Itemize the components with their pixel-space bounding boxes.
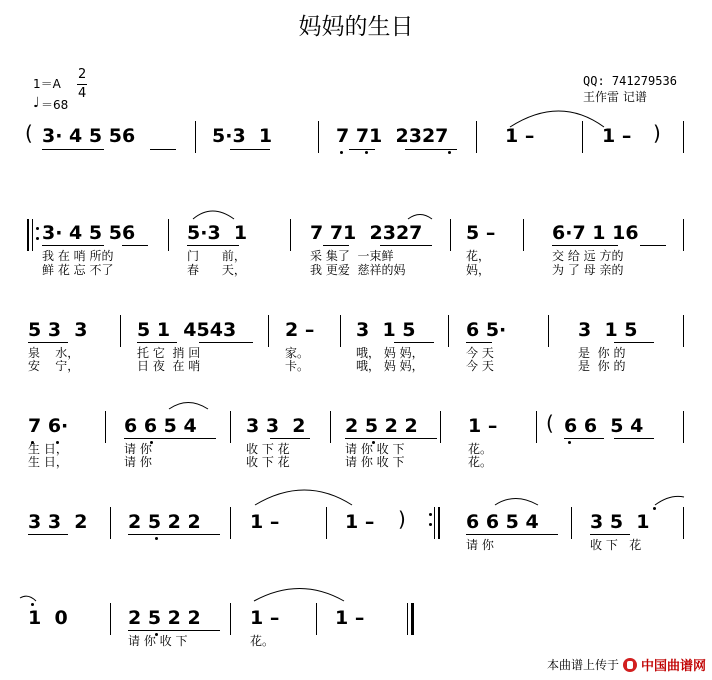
lyric-line-2: 日 夜 在 哨 xyxy=(137,359,201,373)
lyric-line-2: 今 天 xyxy=(466,359,494,373)
close-paren: ) xyxy=(398,507,406,531)
close-paren: ) xyxy=(653,121,661,145)
lyric-line-1: 我 在 哨 所的 xyxy=(42,249,114,263)
measure-notes: 6·7 1 16 xyxy=(552,222,639,244)
lyric-line-2: 妈， xyxy=(466,263,491,277)
measure-notes: 3 1 5 xyxy=(578,319,638,341)
qq-number: QQ: 741279536 xyxy=(583,74,677,88)
tie-slur xyxy=(408,215,432,220)
open-paren: ( xyxy=(546,411,554,435)
lyric-line-2: 鲜 花 忘 不了 xyxy=(42,263,114,277)
measure-notes: 1 – xyxy=(335,607,365,629)
lyric-line-2: 安 宁， xyxy=(28,359,80,373)
lyric-line-1: 门 前， xyxy=(187,249,246,263)
open-paren: ( xyxy=(25,121,33,145)
lyric-line-1: 家。 xyxy=(285,346,310,360)
measure-notes: 1 0 xyxy=(28,607,68,629)
measure-notes: 1 – xyxy=(250,511,280,533)
measure-notes: 6 6 5 4 xyxy=(466,511,539,533)
measure-notes: 2 5 2 2 xyxy=(345,415,418,437)
lyric-line-1: 托 它 捎 回 xyxy=(137,346,201,360)
measure-notes: 7 71 2327 xyxy=(336,125,449,147)
lyric-line-2: 收 下 花 xyxy=(246,455,290,469)
measure-notes: 1 – xyxy=(505,125,535,147)
measure-notes: 6 6 5 4 xyxy=(564,415,644,437)
measure-notes: 3 5 1 xyxy=(590,511,650,533)
lyric-line-1: 收 下 花 xyxy=(246,442,290,456)
transcriber-credit: 王作雷 记谱 xyxy=(583,90,647,104)
lyric-line-1: 采 集了 一束鲜 xyxy=(310,249,394,263)
tie-slur xyxy=(510,111,604,127)
lyric-line-1: 是 你 的 xyxy=(578,346,626,360)
tie-slur xyxy=(169,403,208,410)
lyric-line-1: 今 天 xyxy=(466,346,494,360)
measure-notes: 5·3 1 xyxy=(212,125,273,147)
measure-notes: 3 1 5 xyxy=(356,319,416,341)
measure-notes: 1 – xyxy=(602,125,632,147)
lyric-line-1: 哦， 妈 妈， xyxy=(356,346,424,360)
lyric-line-1: 收 下 花 xyxy=(590,538,642,552)
measure-notes: 2 5 2 2 xyxy=(128,607,201,629)
lyric-line-1: 生 日， xyxy=(28,442,68,456)
measure-notes: 6 5· xyxy=(466,319,507,341)
page-title: 妈妈的生日 xyxy=(298,14,414,40)
tie-slur xyxy=(193,211,234,219)
measure-notes: 7 71 2327 xyxy=(310,222,423,244)
tie-slur xyxy=(255,490,352,505)
measure-notes: 5 – xyxy=(466,222,496,244)
measure-notes: 5 1 4543 xyxy=(137,319,237,341)
measure-notes: 1 – xyxy=(250,607,280,629)
lyric-line-2: 生 日， xyxy=(28,455,68,469)
site-name: 中国曲谱网 xyxy=(640,659,706,674)
measure-notes: 3 3 2 xyxy=(28,511,88,533)
lyric-line-1: 请 你 收 下 xyxy=(345,442,405,456)
lyric-line-2: 春 天， xyxy=(187,263,246,277)
quarter-note-icon: ♩ xyxy=(33,95,40,111)
lyric-line-2: 为 了 母 亲的 xyxy=(552,263,624,277)
measure-notes: 5 3 3 xyxy=(28,319,88,341)
upload-text: 本曲谱上传于 xyxy=(546,658,619,672)
tie-slur xyxy=(20,596,36,601)
measure-notes: 2 – xyxy=(285,319,315,341)
lyric-line-2: 请 你 收 下 xyxy=(345,455,405,469)
lyric-line-1: 交 给 远 方的 xyxy=(552,249,624,263)
lyric-line-1: 花。 xyxy=(250,634,275,648)
tie-slur xyxy=(655,496,684,505)
lyric-line-2: 我 更爱 慈祥的妈 xyxy=(310,263,406,277)
lyric-line-1: 请 你 xyxy=(124,442,152,456)
measure-notes: 3 3 2 xyxy=(246,415,306,437)
measure-notes: 5·3 1 xyxy=(187,222,248,244)
measure-notes: 6 6 5 4 xyxy=(124,415,197,437)
measure-notes: 1 – xyxy=(468,415,498,437)
measure-notes: 1 – xyxy=(345,511,375,533)
lyric-line-1: 花。 xyxy=(468,442,493,456)
key-signature: 1＝A xyxy=(33,77,61,91)
time-signature-top: 2 xyxy=(78,67,87,82)
lyric-line-1: 请 你 xyxy=(466,538,494,552)
footer-watermark xyxy=(547,655,706,674)
measure-notes: 3· 4 5 56 xyxy=(42,125,136,147)
tie-slur xyxy=(254,589,344,602)
tie-slur xyxy=(495,499,538,506)
time-signature-bottom: 4 xyxy=(78,86,87,101)
lyric-line-2: 请 你 xyxy=(124,455,152,469)
measure-notes: 3· 4 5 56 xyxy=(42,222,136,244)
lyric-line-2: 是 你 的 xyxy=(578,359,626,373)
measure-notes: 7 6· xyxy=(28,415,69,437)
tempo-marking: ＝68 xyxy=(41,98,69,112)
lyric-line-2: 花。 xyxy=(468,455,493,469)
measure-notes: 2 5 2 2 xyxy=(128,511,201,533)
lyric-line-2: 哦， 妈 妈， xyxy=(356,359,424,373)
lyric-line-1: 泉 水， xyxy=(28,346,80,360)
lyric-line-1: 花， xyxy=(466,249,491,263)
lyric-line-1: 请 你 收 下 xyxy=(128,634,188,648)
site-logo-icon xyxy=(623,658,637,672)
lyric-line-2: 卡。 xyxy=(285,359,310,373)
